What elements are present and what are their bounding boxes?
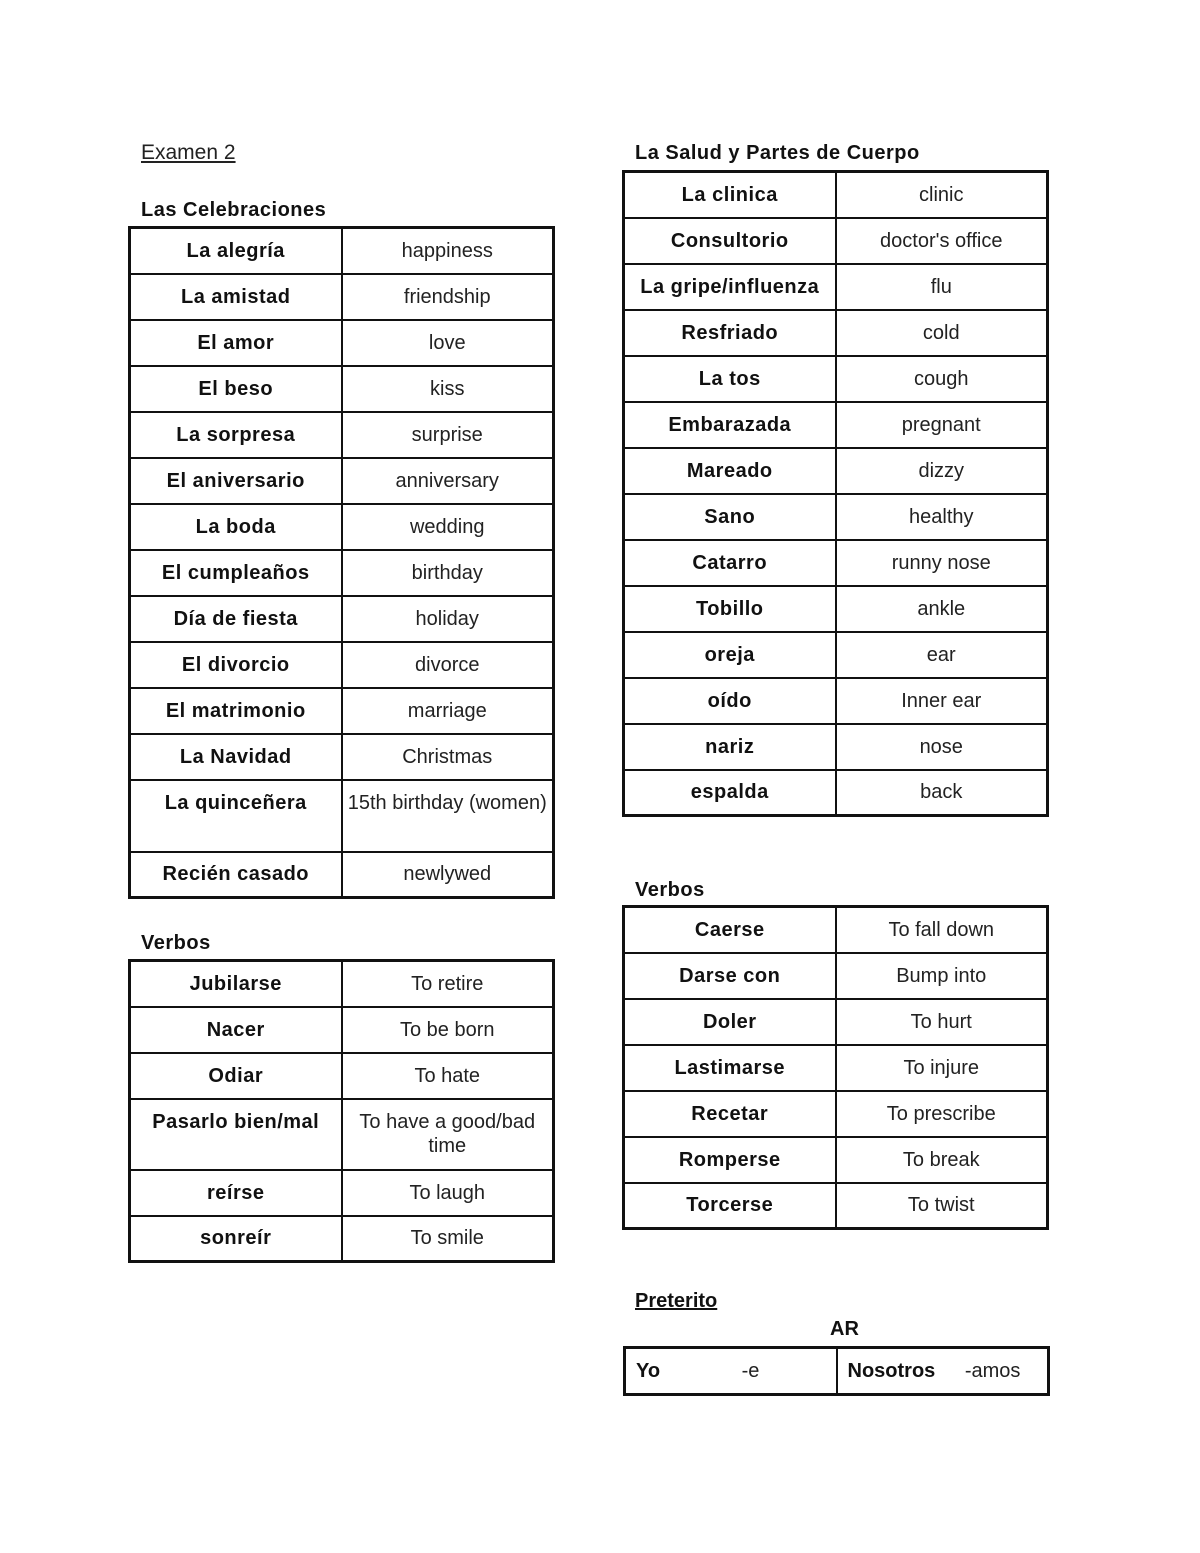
english-translation: ear [836, 632, 1048, 678]
spanish-term: La boda [130, 504, 342, 550]
spanish-term: Resfriado [624, 310, 836, 356]
table-row [624, 172, 1048, 218]
spanish-term: Tobillo [624, 586, 836, 632]
spanish-term: oreja [624, 632, 836, 678]
spanish-term: Sano [624, 494, 836, 540]
spanish-term: Caerse [624, 907, 836, 953]
english-translation: To fall down [836, 907, 1048, 953]
spanish-term: Catarro [624, 540, 836, 586]
english-translation: healthy [836, 494, 1048, 540]
english-translation: Bump into [836, 953, 1048, 999]
spanish-term: El matrimonio [130, 688, 342, 734]
english-translation: Christmas [342, 734, 554, 780]
spanish-term: Embarazada [624, 402, 836, 448]
spanish-term: Lastimarse [624, 1045, 836, 1091]
table-row [624, 310, 1048, 356]
english-translation: pregnant [836, 402, 1048, 448]
document-title: Examen 2 [141, 141, 236, 164]
english-translation: holiday [342, 596, 554, 642]
table-row [130, 504, 554, 550]
table-row [624, 1137, 1048, 1183]
verb-ending: -e [741, 1359, 760, 1382]
english-translation: doctor's office [836, 218, 1048, 264]
table-row [130, 274, 554, 320]
spanish-term: El divorcio [130, 642, 342, 688]
english-translation: love [342, 320, 554, 366]
table-row [624, 1045, 1048, 1091]
table-row [130, 320, 554, 366]
table-row [130, 688, 554, 734]
spanish-term: reírse [130, 1170, 342, 1216]
celebraciones-table [128, 226, 555, 899]
table-row [130, 734, 554, 780]
verbos-right-heading: Verbos [635, 879, 705, 901]
spanish-term: La sorpresa [130, 412, 342, 458]
english-translation: runny nose [836, 540, 1048, 586]
table-row [130, 412, 554, 458]
spanish-term: La amistad [130, 274, 342, 320]
spanish-term: Día de fiesta [130, 596, 342, 642]
table-row [624, 1091, 1048, 1137]
english-translation: happiness [342, 228, 554, 274]
english-translation: To prescribe [836, 1091, 1048, 1137]
spanish-term: oído [624, 678, 836, 724]
english-translation: 15th birthday (women) [342, 780, 554, 852]
spanish-term: espalda [624, 770, 836, 816]
english-translation: friendship [342, 274, 554, 320]
english-translation: To retire [342, 961, 554, 1007]
table-row [624, 999, 1048, 1045]
celebraciones-heading: Las Celebraciones [141, 199, 327, 221]
spanish-term: Recetar [624, 1091, 836, 1137]
spanish-term: Consultorio [624, 218, 836, 264]
table-row [130, 1099, 554, 1170]
table-row [130, 1216, 554, 1262]
spanish-term: La gripe/influenza [624, 264, 836, 310]
verb-ending: -amos [964, 1359, 1021, 1382]
english-translation: Inner ear [836, 678, 1048, 724]
salud-heading: La Salud y Partes de Cuerpo [635, 142, 920, 164]
spanish-term: La quinceñera [130, 780, 342, 852]
table-row [624, 907, 1048, 953]
spanish-term: La Navidad [130, 734, 342, 780]
spanish-term: Mareado [624, 448, 836, 494]
english-translation: anniversary [342, 458, 554, 504]
ar-conjugation-label: AR [830, 1318, 859, 1340]
spanish-term: Doler [624, 999, 836, 1045]
english-translation: To have a good/bad time [342, 1099, 554, 1170]
table-row [130, 366, 554, 412]
table-row [130, 228, 554, 274]
table-row [624, 494, 1048, 540]
spanish-term: Darse con [624, 953, 836, 999]
english-translation: dizzy [836, 448, 1048, 494]
table-row [130, 642, 554, 688]
table-row [624, 586, 1048, 632]
english-translation: To injure [836, 1045, 1048, 1091]
table-row [624, 540, 1048, 586]
table-row [624, 448, 1048, 494]
english-translation: To twist [836, 1183, 1048, 1229]
pronoun: Nosotros [847, 1359, 936, 1382]
english-translation: divorce [342, 642, 554, 688]
spanish-term: El aniversario [130, 458, 342, 504]
english-translation: ankle [836, 586, 1048, 632]
table-row [624, 356, 1048, 402]
verbos-left-heading: Verbos [141, 932, 211, 954]
table-row [130, 1053, 554, 1099]
table-row [624, 770, 1048, 816]
table-row [130, 458, 554, 504]
english-translation: To hate [342, 1053, 554, 1099]
conjugation-cell [625, 1348, 837, 1395]
table-row [624, 1183, 1048, 1229]
pronoun: Yo [636, 1359, 661, 1382]
table-row [130, 1007, 554, 1053]
english-translation: newlywed [342, 852, 554, 898]
spanish-term: sonreír [130, 1216, 342, 1262]
english-translation: surprise [342, 412, 554, 458]
salud-table [622, 170, 1049, 817]
table-row [130, 1170, 554, 1216]
spanish-term: Jubilarse [130, 961, 342, 1007]
table-row [624, 678, 1048, 724]
table-row [130, 961, 554, 1007]
english-translation: birthday [342, 550, 554, 596]
table-row [130, 780, 554, 852]
table-row [624, 264, 1048, 310]
english-translation: To laugh [342, 1170, 554, 1216]
english-translation: wedding [342, 504, 554, 550]
spanish-term: Recién casado [130, 852, 342, 898]
verbos-right-table [622, 905, 1049, 1230]
english-translation: flu [836, 264, 1048, 310]
preterito-ar-table [623, 1346, 1050, 1396]
english-translation: cough [836, 356, 1048, 402]
table-row [130, 852, 554, 898]
spanish-term: El beso [130, 366, 342, 412]
table-row [624, 218, 1048, 264]
spanish-term: nariz [624, 724, 836, 770]
spanish-term: Romperse [624, 1137, 836, 1183]
conjugation-cell [837, 1348, 1049, 1395]
english-translation: To break [836, 1137, 1048, 1183]
spanish-term: Nacer [130, 1007, 342, 1053]
spanish-term: Torcerse [624, 1183, 836, 1229]
english-translation: nose [836, 724, 1048, 770]
preterito-heading: Preterito [635, 1290, 718, 1312]
verbos-left-table [128, 959, 555, 1263]
english-translation: clinic [836, 172, 1048, 218]
spanish-term: El cumpleaños [130, 550, 342, 596]
english-translation: To be born [342, 1007, 554, 1053]
spanish-term: La clinica [624, 172, 836, 218]
english-translation: back [836, 770, 1048, 816]
table-row [625, 1348, 1049, 1395]
table-row [624, 632, 1048, 678]
english-translation: marriage [342, 688, 554, 734]
english-translation: kiss [342, 366, 554, 412]
spanish-term: La alegría [130, 228, 342, 274]
spanish-term: Pasarlo bien/mal [130, 1099, 342, 1170]
spanish-term: El amor [130, 320, 342, 366]
english-translation: To smile [342, 1216, 554, 1262]
table-row [624, 953, 1048, 999]
english-translation: To hurt [836, 999, 1048, 1045]
spanish-term: Odiar [130, 1053, 342, 1099]
english-translation: cold [836, 310, 1048, 356]
spanish-term: La tos [624, 356, 836, 402]
table-row [624, 724, 1048, 770]
table-row [130, 596, 554, 642]
table-row [624, 402, 1048, 448]
table-row [130, 550, 554, 596]
